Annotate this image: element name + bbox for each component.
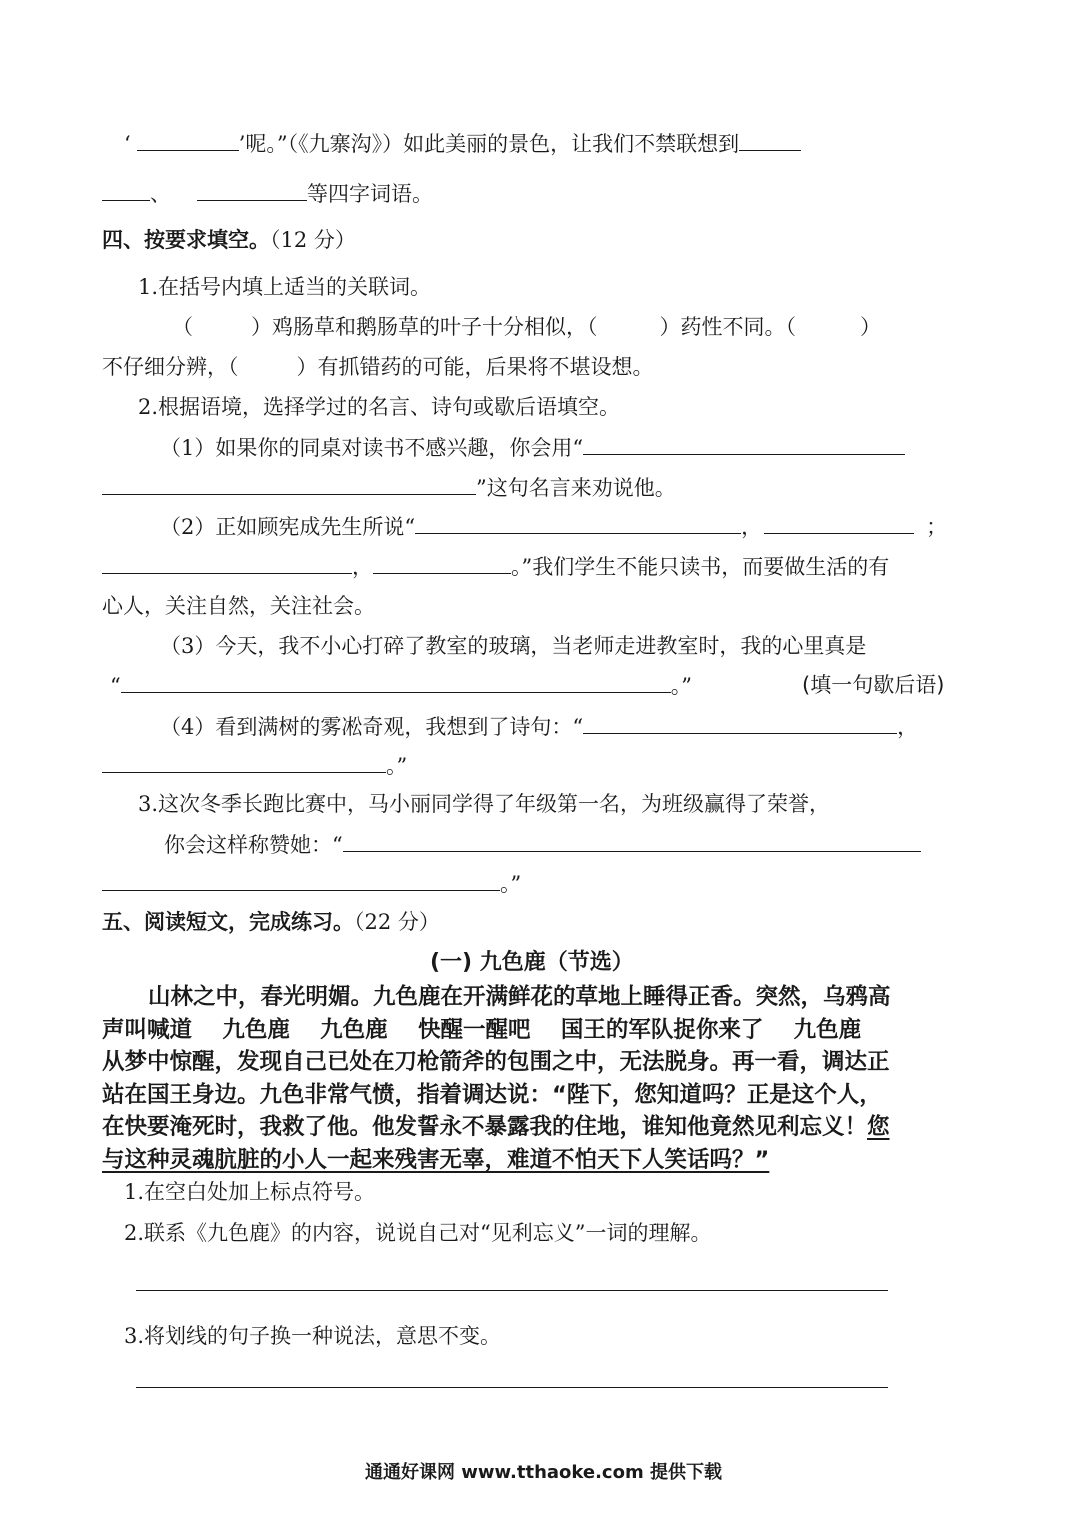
question-3-line3 xyxy=(102,868,521,899)
q2-2-line3: 心人，关注自然，关注社会。 xyxy=(102,594,375,618)
answer-blank[interactable] xyxy=(583,432,905,455)
reading-question-1: 1.在空白处加上标点符号。 xyxy=(124,1180,376,1204)
q2-4-text: （4）看到满树的雾凇奇观，我想到了诗句：“ xyxy=(160,715,584,739)
sec3-line1 xyxy=(124,128,801,159)
quote-open: ‘ xyxy=(124,132,131,156)
question-3-line1: 3.这次冬季长跑比赛中，马小丽同学得了年级第一名，为班级赢得了荣誉， xyxy=(138,792,831,816)
footer-source: 通通好课网 www.tthaoke.com 提供下载 xyxy=(365,1462,722,1483)
section-score: （12 分） xyxy=(270,228,356,252)
answer-blank[interactable] xyxy=(583,711,897,734)
punct: ； xyxy=(926,515,948,539)
answer-blank[interactable] xyxy=(102,868,500,891)
punct: 。” xyxy=(386,754,408,778)
q1-line1 xyxy=(172,312,881,342)
answer-blank[interactable] xyxy=(121,670,671,693)
paren: ） xyxy=(860,315,881,339)
underlined-sentence: 您 xyxy=(867,1114,890,1140)
sec3-line2 xyxy=(102,178,433,209)
q2-4-line1 xyxy=(160,711,918,742)
section-title: 五、阅读短文，完成练习。 xyxy=(102,910,354,934)
passage-line: 从梦中惊醒，发现自己已处在刀枪箭斧的包围之中，无法脱身。再一看，调达正 xyxy=(102,1049,890,1075)
q2-2-line1 xyxy=(160,511,947,542)
q2-2-line2 xyxy=(102,551,889,582)
reading-question-3: 3.将划线的句子换一种说法，意思不变。 xyxy=(124,1324,502,1348)
passage-line: 声叫喊道 九色鹿 九色鹿 快醒一醒吧 国王的军队捉你来了 九色鹿 xyxy=(102,1016,862,1043)
q1-text: ）鸡肠草和鹅肠草的叶子十分相似，（ xyxy=(251,315,598,339)
idiom-hint: (填一句歇后语) xyxy=(802,673,945,697)
quote-open: “ xyxy=(110,674,121,698)
q1-text: ）药性不同。（ xyxy=(659,315,796,339)
passage-line xyxy=(102,1111,982,1144)
passage-text: 在快要淹死时，我救了他。他发誓永不暴露我的住地，谁知他竟然见利忘义！ xyxy=(102,1114,868,1140)
reading-passage xyxy=(102,981,982,1176)
passage-title: (一) 九色鹿（节选） xyxy=(430,950,634,975)
section-score: （22 分） xyxy=(354,910,440,934)
answer-blank[interactable] xyxy=(102,750,386,773)
answer-blank[interactable] xyxy=(137,128,239,151)
sec3-text: 等四字词语。 xyxy=(307,182,433,206)
question-1: 1.在括号内填上适当的关联词。 xyxy=(138,275,432,299)
answer-blank[interactable] xyxy=(102,551,352,574)
q2-3-line2 xyxy=(110,670,692,701)
punct: 。” xyxy=(500,872,522,896)
answer-blank[interactable] xyxy=(102,472,476,495)
answer-blank[interactable] xyxy=(197,178,307,201)
passage-line: 站在国王身边。九色非常气愤，指着调达说：“陛下，您知道吗？正是这个人， xyxy=(102,1081,882,1108)
underlined-sentence: 与这种灵魂肮脏的小人一起来残害无辜，难道不怕天下人笑话吗？” xyxy=(102,1146,770,1173)
separator: 、 xyxy=(150,182,171,206)
punct: 。” xyxy=(670,674,692,698)
q1-line2 xyxy=(102,352,654,382)
q2-4-line2 xyxy=(102,750,407,781)
answer-line[interactable] xyxy=(136,1387,888,1388)
answer-blank[interactable] xyxy=(343,829,921,852)
answer-line[interactable] xyxy=(136,1290,888,1291)
question-3-line2 xyxy=(164,829,921,860)
punct: ， xyxy=(352,555,373,579)
answer-blank[interactable] xyxy=(373,551,511,574)
q2-1-line1 xyxy=(160,432,905,463)
answer-blank[interactable] xyxy=(102,178,150,201)
q2-2-text: （2）正如顾宪成先生所说“ xyxy=(160,515,416,539)
punct: ， xyxy=(741,515,763,539)
q2-2-text: 。”我们学生不能只读书，而要做生活的有 xyxy=(511,555,890,579)
passage-line: 山林之中，春光明媚。九色鹿在开满鲜花的草地上睡得正香。突然，乌鸦高 xyxy=(148,984,891,1010)
q2-1-text: （1）如果你的同桌对读书不感兴趣，你会用“ xyxy=(160,436,584,460)
paren: （ xyxy=(172,315,193,339)
q1-text: ）有抓错药的可能，后果将不堪设想。 xyxy=(296,355,654,379)
section-title: 四、按要求填空。 xyxy=(102,228,270,252)
q1-text: 不仔细分辨，（ xyxy=(102,355,239,379)
punct: ， xyxy=(897,715,919,739)
q2-3-line1: （3）今天，我不小心打碎了教室的玻璃，当老师走进教室时，我的心里真是 xyxy=(160,634,867,658)
q3-text: 你会这样称赞她：“ xyxy=(164,833,343,857)
question-2: 2.根据语境，选择学过的名言、诗句或歇后语填空。 xyxy=(138,395,621,419)
answer-blank[interactable] xyxy=(764,511,914,534)
passage-line xyxy=(102,1144,982,1177)
answer-blank[interactable] xyxy=(739,128,801,151)
sec3-text: ’呢。”（《九寨沟》）如此美丽的景色，让我们不禁联想到 xyxy=(238,132,740,156)
q2-1-line2 xyxy=(102,472,676,503)
section-five-heading xyxy=(102,907,440,937)
answer-blank[interactable] xyxy=(415,511,741,534)
section-four-heading xyxy=(102,225,356,255)
reading-question-2: 2.联系《九色鹿》的内容，说说自己对“见利忘义”一词的理解。 xyxy=(124,1221,712,1245)
q2-1-text: ”这句名言来劝说他。 xyxy=(476,476,676,500)
